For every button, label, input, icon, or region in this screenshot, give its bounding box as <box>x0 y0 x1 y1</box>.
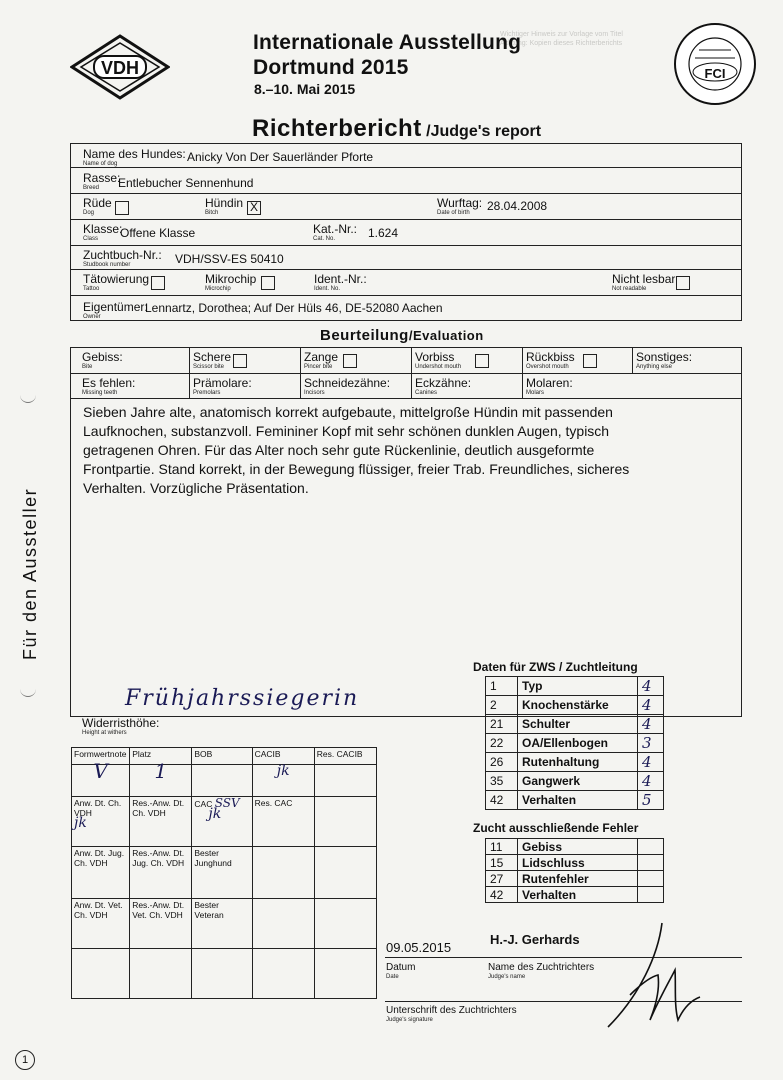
divider <box>189 348 190 374</box>
male-label: Rüde Dog <box>83 196 112 216</box>
pincer-bite-label: Zange Pincer bite <box>304 350 339 370</box>
grading-header: CACIB <box>252 748 314 765</box>
zws-row <box>486 677 664 696</box>
divider <box>411 374 412 399</box>
punch-hole-mark <box>20 392 36 403</box>
divider <box>300 374 301 399</box>
tattoo-label: Tätowierung Tattoo <box>83 272 150 292</box>
faults-row <box>486 855 664 871</box>
zws-no-cell: 26 <box>486 753 518 772</box>
divider <box>632 348 633 374</box>
breed-label: Rasse: Breed <box>83 171 121 191</box>
report-title: Richterbericht /Judge's report <box>252 115 542 142</box>
vdh-logo-text: VDH <box>100 58 140 78</box>
faults-title: Zucht ausschließende Fehler <box>473 821 639 835</box>
molars-label: Molaren: Molars <box>526 376 573 396</box>
zws-row <box>486 696 664 715</box>
judge-name-label: Name des Zuchtrichters Judge's name <box>488 962 595 980</box>
event-dates: 8.–10. Mai 2015 <box>254 81 356 97</box>
grading-cell: Res.-Anw. Dt. Jug. Ch. VDH <box>130 847 192 899</box>
row-class <box>71 220 741 246</box>
faults-score-cell <box>638 887 664 903</box>
pincer-bite-checkbox[interactable] <box>343 354 357 368</box>
catalog-value: 1.624 <box>368 226 399 240</box>
overshot-label: Rückbiss Overshot mouth <box>526 350 575 370</box>
dob-value: 28.04.2008 <box>487 199 548 213</box>
report-date: 09.05.2015 <box>386 940 452 955</box>
faults-no-cell: 42 <box>486 887 518 903</box>
faults-row <box>486 887 664 903</box>
page-number: 1 <box>15 1050 35 1070</box>
grading-cell <box>314 797 376 847</box>
faults-no-cell: 27 <box>486 871 518 887</box>
tattoo-checkbox[interactable] <box>151 276 165 290</box>
zws-trait-cell: Verhalten <box>518 791 638 810</box>
grading-header: Platz <box>130 748 192 765</box>
zws-trait-cell: Schulter <box>518 715 638 734</box>
grading-row-empty <box>72 949 377 999</box>
handwritten-title: Frühjahrssiegerin <box>125 686 360 711</box>
dog-details-box <box>70 143 742 321</box>
vdh-logo <box>70 34 170 100</box>
grading-header: Res. CACIB <box>314 748 376 765</box>
zws-row <box>486 734 664 753</box>
breed-value: Entlebucher Sennenhund <box>118 176 254 190</box>
faults-trait-cell: Rutenfehler <box>518 871 638 887</box>
zws-score-cell: 4 <box>638 696 664 715</box>
grading-cell: Anw. Dt. Jug. Ch. VDH <box>72 847 130 899</box>
divider <box>522 348 523 374</box>
row-name <box>71 144 741 168</box>
zws-trait-cell: OA/Ellenbogen <box>518 734 638 753</box>
other-label: Sonstiges: Anything else <box>636 350 693 370</box>
name-label: Name des Hundes: Name of dog <box>83 147 186 167</box>
grading-cell: Anw. Dt. Vet. Ch. VDH <box>72 899 130 949</box>
grading-cell <box>72 949 130 999</box>
zws-no-cell: 1 <box>486 677 518 696</box>
fci-logo-text: FCI <box>704 66 726 81</box>
not-readable-label: Nicht lesbar Not readable <box>612 272 676 292</box>
incisors-label: Schneidezähne: Incisors <box>304 376 391 396</box>
fci-logo <box>673 22 757 106</box>
row-breed <box>71 168 741 194</box>
scissor-bite-label: Schere Scissor bite <box>193 350 232 370</box>
dentition-row-1 <box>71 348 741 374</box>
zws-trait-cell: Rutenhaltung <box>518 753 638 772</box>
grading-cell <box>130 949 192 999</box>
faults-row <box>486 871 664 887</box>
grading-cell <box>252 949 314 999</box>
zws-score-cell: 4 <box>638 753 664 772</box>
grading-row-champion <box>72 797 377 847</box>
grading-cell <box>314 899 376 949</box>
undershot-checkbox[interactable] <box>475 354 489 368</box>
divider <box>522 374 523 399</box>
row-studbook <box>71 246 741 270</box>
date-label: Datum Date <box>386 962 416 980</box>
class-label: Klasse: Class <box>83 222 123 242</box>
faults-trait-cell: Verhalten <box>518 887 638 903</box>
res-cacib-value <box>314 765 376 797</box>
overshot-checkbox[interactable] <box>583 354 597 368</box>
grading-values-row <box>72 765 377 797</box>
grading-cell <box>252 899 314 949</box>
exhibitor-side-label: Für den Aussteller <box>20 487 40 660</box>
grading-row-junior <box>72 847 377 899</box>
punch-hole-mark <box>20 686 36 697</box>
zws-row <box>486 715 664 734</box>
row-sex <box>71 194 741 220</box>
class-value: Offene Klasse <box>120 226 196 240</box>
zws-row <box>486 791 664 810</box>
studbook-label: Zuchtbuch-Nr.: Studbook number <box>83 248 162 268</box>
dentition-row-2 <box>71 374 741 399</box>
grading-cell: Anw. Dt. Ch. VDH jk <box>72 797 130 847</box>
zws-score-cell: 4 <box>638 772 664 791</box>
grading-header: BOB <box>192 748 252 765</box>
zws-table <box>485 676 664 810</box>
grading-cell: Res.-Anw. Dt. Ch. VDH <box>130 797 192 847</box>
handwritten-signature <box>600 915 710 1035</box>
bleed-through-text: Wichtiger Hinweis zur Vorlage vom Titel Achtung: Kopien dieses Richterberichts <box>500 31 623 47</box>
zws-no-cell: 42 <box>486 791 518 810</box>
female-label: Hündin Bitch <box>205 196 244 216</box>
faults-table <box>485 838 664 903</box>
formwert-value: V <box>72 765 130 797</box>
canines-label: Eckzähne: Canines <box>415 376 472 396</box>
row-owner <box>71 296 741 321</box>
zws-score-cell: 4 <box>638 677 664 696</box>
zws-score-cell: 3 <box>638 734 664 753</box>
female-checkbox[interactable]: X <box>247 201 261 215</box>
signature-label: Unterschrift des Zuchtrichters Judge's signature <box>386 1005 517 1023</box>
divider <box>300 348 301 374</box>
divider <box>411 348 412 374</box>
cacib-value: jk <box>252 765 314 797</box>
male-checkbox[interactable] <box>115 201 129 215</box>
event-title: Internationale Ausstellung Dortmund 2015 <box>253 31 522 79</box>
zws-no-cell: 2 <box>486 696 518 715</box>
dog-name-value: Anicky Von Der Sauerländer Pforte <box>187 150 374 164</box>
zws-trait-cell: Knochenstärke <box>518 696 638 715</box>
microchip-label: Mikrochip Microchip <box>205 272 257 292</box>
row-identification <box>71 270 741 296</box>
zws-no-cell: 21 <box>486 715 518 734</box>
ident-label: Ident.-Nr.: Ident. No. <box>314 272 367 292</box>
faults-no-cell: 15 <box>486 855 518 871</box>
grading-header: Formwertnote <box>72 748 130 765</box>
grading-cell: Bester Junghund <box>192 847 252 899</box>
placement-value: 1 <box>130 765 192 797</box>
zws-title: Daten für ZWS / Zuchtleitung <box>473 660 638 674</box>
owner-value: Lennartz, Dorothea; Auf Der Hüls 46, DE-52080 Aachen <box>145 301 443 315</box>
studbook-value: VDH/SSV-ES 50410 <box>175 252 284 266</box>
faults-no-cell: 11 <box>486 839 518 855</box>
grading-cell: Res. CAC <box>252 797 314 847</box>
missing-teeth-label: Es fehlen: Missing teeth <box>82 376 136 396</box>
grading-cell: Bester Veteran <box>192 899 252 949</box>
catalog-label: Kat.-Nr.: Cat. No. <box>313 222 358 242</box>
microchip-checkbox[interactable] <box>261 276 275 290</box>
owner-label: Eigentümer: Owner <box>83 300 148 320</box>
grading-cell <box>314 847 376 899</box>
divider <box>189 374 190 399</box>
withers-height-label: Widerristhöhe: Height at withers <box>82 716 160 736</box>
premolars-label: Prämolare: Premolars <box>193 376 252 396</box>
grading-cell: Res.-Anw. Dt. Vet. Ch. VDH <box>130 899 192 949</box>
bob-value <box>192 765 252 797</box>
zws-trait-cell: Typ <box>518 677 638 696</box>
grading-row-veteran <box>72 899 377 949</box>
zws-no-cell: 22 <box>486 734 518 753</box>
grading-cell <box>314 949 376 999</box>
faults-row <box>486 839 664 855</box>
zws-no-cell: 35 <box>486 772 518 791</box>
evaluation-title: Beurteilung/Evaluation <box>320 327 484 344</box>
faults-trait-cell: Gebiss <box>518 839 638 855</box>
grading-cell <box>192 949 252 999</box>
faults-score-cell <box>638 839 664 855</box>
zws-row <box>486 753 664 772</box>
zws-row <box>486 772 664 791</box>
grading-cell <box>252 847 314 899</box>
zws-score-cell: 4 <box>638 715 664 734</box>
faults-score-cell <box>638 855 664 871</box>
faults-score-cell <box>638 871 664 887</box>
bite-label: Gebiss: Bite <box>82 350 123 370</box>
scissor-bite-checkbox[interactable] <box>233 354 247 368</box>
faults-trait-cell: Lidschluss <box>518 855 638 871</box>
judge-name: H.-J. Gerhards <box>490 932 580 947</box>
not-readable-checkbox[interactable] <box>676 276 690 290</box>
zws-trait-cell: Gangwerk <box>518 772 638 791</box>
undershot-label: Vorbiss Undershot mouth <box>415 350 462 370</box>
grading-cell: CAC SSV jk <box>192 797 252 847</box>
zws-score-cell: 5 <box>638 791 664 810</box>
grading-table <box>71 747 377 999</box>
dob-label: Wurftag: Date of birth <box>437 196 483 216</box>
evaluation-text: Sieben Jahre alte, anatomisch korrekt aufgebaute, mittelgroße Hündin mit passenden Laufknochen, substanzvoll. Femininer Kopf mit sehr schönen dunklen Augen, typisch getragenen Ohren. Für das Alter noch sehr gute Rückenlinie, deutlich ausgeformte Frontpartie. Stand korrekt, in der Bewegung flüssiger, freier Trab. Freundliches, sicheres Verhalten. Vorzügliche Präsentation. <box>83 404 630 496</box>
grading-header-row <box>72 748 377 765</box>
